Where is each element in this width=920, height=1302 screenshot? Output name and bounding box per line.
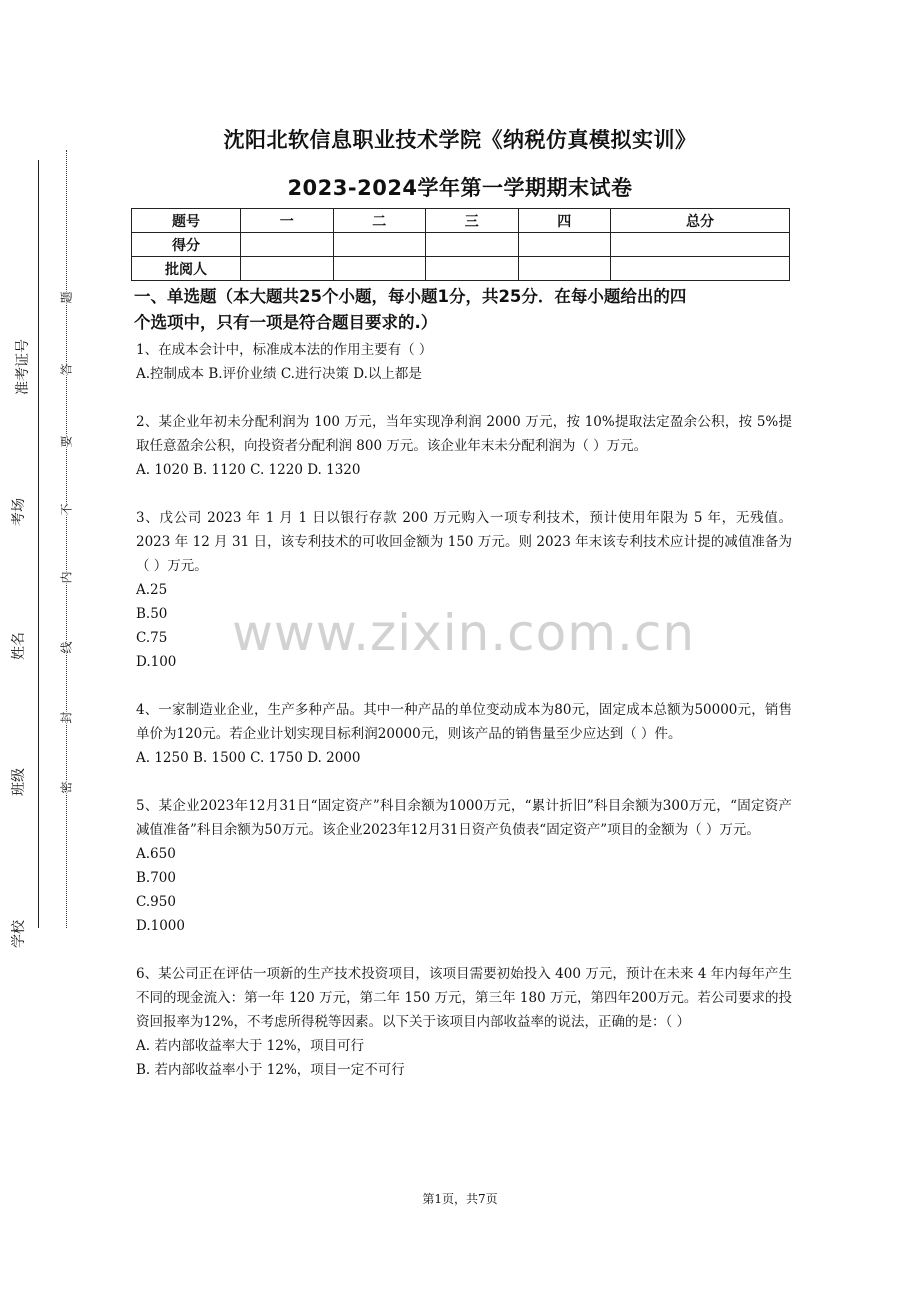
grader-cell — [241, 257, 334, 281]
seal-word: 密 — [57, 781, 76, 793]
page-footer: 第1页，共7页 — [422, 1192, 498, 1206]
question-3-option-a: A.25 — [136, 582, 168, 598]
grader-row — [132, 257, 790, 281]
seal-word: 题 — [57, 291, 76, 303]
score-cell — [333, 233, 426, 257]
grader-cell — [518, 257, 611, 281]
score-header-cell: 一 — [241, 209, 334, 233]
section-heading-line2: 个选项中，只有一项是符合题目要求的.） — [134, 313, 438, 332]
question-6-option-a: A. 若内部收益率大于 12%，项目可行 — [136, 1038, 365, 1054]
question-3-option-b: B.50 — [136, 606, 168, 622]
grader-cell — [611, 257, 790, 281]
seal-word: 封 — [57, 711, 76, 723]
question-2-stem: 2、某企业年初未分配利润为 100 万元，当年实现净利润 2000 万元，按 10%提取法定盈余公积，按 5%提取任意盈余公积，向投资者分配利润 800 万元。该企业年末未分配利润为（ ）万元。 — [136, 414, 792, 454]
question-1-stem: 1、在成本会计中，标准成本法的作用主要有（ ） — [136, 342, 433, 358]
binding-dotted-line — [66, 150, 67, 928]
question-4-stem: 4、一家制造业企业，生产多种产品。其中一种产品的单位变动成本为80元，固定成本总额为50000元，销售单价为120元。若企业计划实现目标利润20000元，则该产品的销售量至少应达到（ ）件。 — [136, 702, 792, 742]
section-heading-line1: 一、单选题（本大题共25个小题，每小题1分，共25分．在每小题给出的四 — [134, 287, 687, 306]
section-heading — [134, 284, 792, 336]
score-table — [131, 208, 790, 281]
question-2-options: A. 1020 B. 1120 C. 1220 D. 1320 — [136, 462, 361, 478]
score-header-cell: 总分 — [611, 209, 790, 233]
question-1-options: A.控制成本 B.评价业绩 C.进行决策 D.以上都是 — [136, 366, 422, 382]
question-5-option-a: A.650 — [136, 846, 176, 862]
score-table-header-row — [132, 209, 790, 233]
name-label: 姓名 — [6, 632, 30, 660]
school-label: 学校 — [6, 920, 30, 948]
exam-number-label: 准考证号 — [10, 339, 34, 395]
score-cell — [426, 233, 519, 257]
seal-word: 线 — [57, 641, 76, 653]
question-3-option-d: D.100 — [136, 654, 177, 670]
question-6-stem: 6、某公司正在评估一项新的生产技术投资项目，该项目需要初始投入 400 万元，预计在未来 4 年内每年产生不同的现金流入：第一年 120 万元，第二年 150 万元，第三年 180 万元，第四年200万元。若公司要求的投资回报率为12%，不考虑所得税等因素。以下关于该项目内部收益率的说法，正确的是：（ ） — [136, 966, 792, 1030]
score-header-cell: 二 — [333, 209, 426, 233]
watermark: www.zixin.com.cn — [232, 604, 696, 662]
score-cell — [518, 233, 611, 257]
score-header-cell: 四 — [518, 209, 611, 233]
question-5-stem: 5、某企业2023年12月31日“固定资产”科目余额为1000万元，“累计折旧”科目余额为300万元，“固定资产减值准备”科目余额为50万元。该企业2023年12月31日资产负债表“固定资产”项目的金额为（ ）万元。 — [136, 798, 792, 838]
score-header-cell: 三 — [426, 209, 519, 233]
seal-word: 答 — [57, 363, 76, 375]
binding-solid-line — [38, 160, 39, 928]
score-cell — [611, 233, 790, 257]
exam-room-label: 考场 — [6, 498, 30, 526]
exam-subtitle: 2023-2024学年第一学期期末试卷 — [287, 176, 633, 200]
score-row — [132, 233, 790, 257]
grader-cell — [426, 257, 519, 281]
score-cell — [241, 233, 334, 257]
question-6-option-b: B. 若内部收益率小于 12%，项目一定不可行 — [136, 1062, 405, 1078]
seal-word: 不 — [57, 503, 76, 515]
question-5-option-c: C.950 — [136, 894, 176, 910]
exam-content — [136, 284, 792, 1082]
question-5-option-b: B.700 — [136, 870, 176, 886]
seal-word: 要 — [57, 435, 76, 447]
seal-word: 内 — [57, 571, 76, 583]
grader-cell — [333, 257, 426, 281]
score-header-cell: 题号 — [132, 209, 241, 233]
question-3-stem: 3、戊公司 2023 年 1 月 1 日以银行存款 200 万元购入一项专利技术，预计使用年限为 5 年，无残值。2023 年 12 月 31 日，该专利技术的可收回金额为 150 万元。则 2023 年末该专利技术应计提的减值准备为（ ）万元。 — [136, 510, 792, 574]
class-label: 班级 — [6, 768, 30, 796]
question-5-option-d: D.1000 — [136, 918, 185, 934]
question-4-options: A. 1250 B. 1500 C. 1750 D. 2000 — [136, 750, 361, 766]
question-3-option-c: C.75 — [136, 630, 168, 646]
exam-title: 沈阳北软信息职业技术学院《纳税仿真模拟实训》 — [223, 128, 697, 152]
grader-row-label: 批阅人 — [132, 257, 241, 281]
score-row-label: 得分 — [132, 233, 241, 257]
